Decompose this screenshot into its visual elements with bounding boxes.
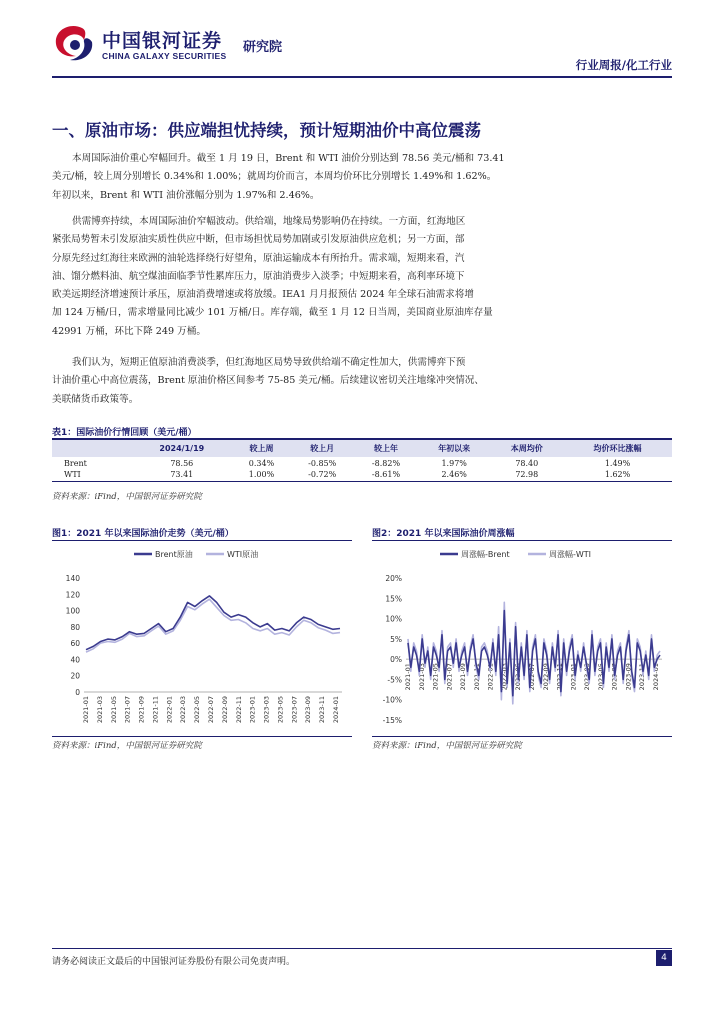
x-tick-label: 2022-07 [528, 663, 536, 691]
figure1-bottom-rule [52, 736, 352, 737]
paragraph-line: 欧美远期经济增速预计承压，原油消费增速或将放缓。IEA1 月月报预估 2024 年全球石油需求将增 [52, 289, 474, 301]
table-cell: 72.98 [490, 469, 563, 481]
company-name-cn: 中国银河证券 [102, 30, 223, 52]
y-tick-label: -10% [382, 695, 402, 705]
table-cell: 1.97% [441, 458, 467, 468]
table-cell: WTI [52, 469, 131, 481]
x-tick-label: 2022-01 [165, 696, 174, 724]
paragraph-line: 分原先经过红海往来欧洲的油轮选择绕行好望角，原油运输成本有所抬升。需求端，短期来看，汽 [52, 252, 465, 264]
page-number: 4 [656, 950, 672, 966]
table-cell: -8.82% [371, 458, 401, 468]
x-tick-label: 2024-01 [652, 663, 660, 691]
paragraph-line: 美联储货币政策等。 [52, 393, 139, 405]
x-tick-label: 2023-03 [262, 696, 271, 724]
y-tick-label: 0% [390, 655, 402, 665]
figure1-chart [52, 544, 352, 734]
x-tick-label: 2024-01 [332, 696, 340, 724]
x-tick-label: 2021-11 [472, 663, 481, 691]
legend-label: 周涨幅-WTI [549, 550, 592, 559]
table-cell: -0.85% [308, 458, 337, 468]
y-tick-label: 80 [70, 622, 80, 632]
x-tick-label: 2022-03 [179, 696, 188, 724]
y-tick-label: 140 [65, 574, 80, 583]
x-tick-label: 2022-03 [500, 663, 509, 691]
footer-disclaimer: 请务必阅读正文最后的中国银河证券股份有限公司免责声明。 [52, 957, 296, 967]
paragraph-line: 加 124 万桶/日，需求增量同比减少 101 万桶/日。库存端，截至 1 月 12 日当周，美国商业原油库存量 [52, 307, 493, 319]
paragraph-line: 美元/桶，较上周分别增长 0.34%和 1.00%；就周均价而言，本周均价环比分别增长 1.49%和 1.62%。 [52, 171, 497, 183]
x-tick-label: 2023-03 [583, 663, 592, 691]
company-name-en: CHINA GALAXY SECURITIES [102, 51, 227, 61]
x-tick-label: 2021-01 [82, 696, 90, 724]
y-tick-label: -15% [382, 716, 402, 725]
table-header-cell: 2024/1/19 [131, 439, 233, 457]
x-tick-label: 2021-01 [404, 663, 412, 691]
x-tick-label: 2023-05 [596, 663, 605, 691]
x-tick-label: 2023-01 [569, 663, 578, 691]
table-header-cell [52, 439, 131, 457]
figure1-title: 图1：2021 年以来国际油价走势（美元/桶） [52, 529, 234, 539]
table-header-row [52, 439, 672, 457]
x-tick-label: 2022-11 [234, 696, 243, 724]
x-tick-label: 2021-05 [431, 663, 440, 691]
figure2-source: 资料来源：iFind，中国银河证券研究院 [372, 741, 522, 751]
figure1-top-rule [52, 540, 352, 541]
x-tick-label: 2021-07 [445, 663, 454, 691]
x-tick-label: 2021-07 [123, 696, 132, 724]
report-type: 行业周报/化工行业 [575, 58, 672, 72]
table-header-cell: 较上年 [354, 439, 418, 457]
figure2-top-rule [372, 540, 672, 541]
table-header-cell: 较上月 [290, 439, 354, 457]
paragraph-1 [52, 150, 552, 205]
x-tick-label: 2021-03 [417, 663, 426, 691]
institute-name: 研究院 [243, 40, 283, 55]
y-tick-label: -5% [387, 675, 402, 685]
x-tick-label: 2022-01 [486, 663, 495, 691]
paragraph-line: 本周国际油价重心窄幅回升。截至 1 月 19 日，Brent 和 WTI 油价分别达到 78.56 美元/桶和 73.41 [72, 153, 505, 164]
y-tick-label: 10% [385, 614, 402, 624]
legend-label: 周涨幅-Brent [461, 550, 510, 559]
table-cell: 1.00% [233, 469, 291, 481]
figure2-chart [372, 544, 672, 734]
x-tick-label: 2023-11 [638, 663, 647, 691]
table-cell: 78.56 [170, 458, 194, 468]
y-tick-label: 20% [385, 574, 402, 583]
x-tick-label: 2021-09 [459, 663, 468, 691]
table-row [52, 457, 672, 469]
x-tick-label: 2023-11 [318, 696, 327, 724]
table-cell: -8.61% [354, 469, 418, 481]
y-tick-label: 15% [385, 594, 402, 604]
footer-divider [52, 948, 672, 949]
x-tick-label: 2022-07 [207, 696, 215, 724]
galaxy-logo-icon [52, 24, 96, 62]
table-cell: 1.49% [604, 458, 631, 468]
table-cell: 0.34% [248, 458, 275, 468]
table-header-cell: 较上周 [233, 439, 291, 457]
series-line [86, 599, 340, 652]
header-divider [52, 76, 672, 78]
table-source: 资料来源：iFind，中国银河证券研究院 [52, 492, 202, 502]
paragraph-line: 年初以来，Brent 和 WTI 油价涨幅分别为 1.97%和 2.46%。 [52, 189, 320, 201]
y-tick-label: 120 [65, 590, 80, 600]
x-tick-label: 2023-01 [248, 696, 257, 724]
paragraph-line: 42991 万桶，环比下降 249 万桶。 [52, 325, 206, 337]
table-title: 表1：国际油价行情回顾（美元/桶） [52, 428, 197, 438]
table-cell: 73.41 [131, 469, 233, 481]
y-tick-label: 40 [70, 655, 80, 665]
figure2-title: 图2：2021 年以来国际油价周涨幅 [372, 529, 515, 539]
x-tick-label: 2022-09 [220, 696, 229, 724]
table-header-cell: 均价环比涨幅 [563, 439, 672, 457]
paragraph-line: 紧张局势暂未引发原油实质性供应中断，但市场担忧局势加剧或引发原油供应危机；另一方面，部 [52, 234, 465, 246]
table-cell: 2.46% [418, 469, 491, 481]
y-tick-label: 5% [390, 634, 402, 644]
table-header-cell: 本周均价 [490, 439, 563, 457]
table-cell: Brent [64, 458, 87, 468]
paragraph-line: 油、馏分燃料油、航空煤油面临季节性累库压力，原油消费步入淡季；中短期来看，高利率环境下 [52, 270, 465, 282]
legend-label: Brent原油 [155, 550, 193, 559]
figure1-source: 资料来源：iFind，中国银河证券研究院 [52, 741, 202, 751]
y-tick-label: 100 [65, 606, 80, 616]
x-tick-label: 2021-03 [95, 696, 104, 724]
y-tick-label: 20 [70, 671, 80, 681]
paragraph-line: 供需博弈持续，本周国际油价窄幅波动。供给端，地缘局势影响仍在持续。一方面，红海地区 [72, 216, 466, 227]
paragraph-line: 我们认为，短期正值原油消费淡季，但红海地区局势导致供给端不确定性加大，供需博弈下预 [72, 357, 466, 368]
x-tick-label: 2022-05 [193, 696, 202, 724]
table-cell: 78.40 [515, 458, 539, 468]
x-tick-label: 2023-05 [276, 696, 285, 724]
oil-price-table [52, 438, 672, 482]
table-cell: -0.72% [290, 469, 354, 481]
x-tick-label: 2021-11 [151, 696, 160, 724]
x-tick-label: 2021-05 [109, 696, 118, 724]
x-tick-label: 2023-07 [610, 663, 619, 691]
table-row [52, 469, 672, 481]
legend-label: WTI原油 [227, 550, 259, 559]
section-title: 一、原油市场：供应端担忧持续，预计短期油价中高位震荡 [52, 121, 481, 140]
paragraph-2 [52, 213, 552, 341]
x-tick-label: 2022-09 [541, 663, 550, 691]
paragraph-3 [52, 354, 552, 409]
table-cell: 1.62% [563, 469, 672, 481]
x-tick-label: 2023-09 [304, 696, 313, 724]
table-header-cell: 年初以来 [418, 439, 491, 457]
x-tick-label: 2021-09 [137, 696, 146, 724]
x-tick-label: 2022-05 [514, 663, 523, 691]
paragraph-line: 计油价重心中高位震荡，Brent 原油价格区间参考 75-85 美元/桶。后续建议密切关注地缘冲突情况、 [52, 375, 484, 387]
y-tick-label: 60 [70, 639, 80, 649]
x-tick-label: 2023-07 [290, 696, 299, 724]
x-tick-label: 2022-11 [555, 663, 564, 691]
x-tick-label: 2023-09 [624, 663, 633, 691]
figure2-bottom-rule [372, 736, 672, 737]
y-tick-label: 0 [75, 688, 80, 697]
